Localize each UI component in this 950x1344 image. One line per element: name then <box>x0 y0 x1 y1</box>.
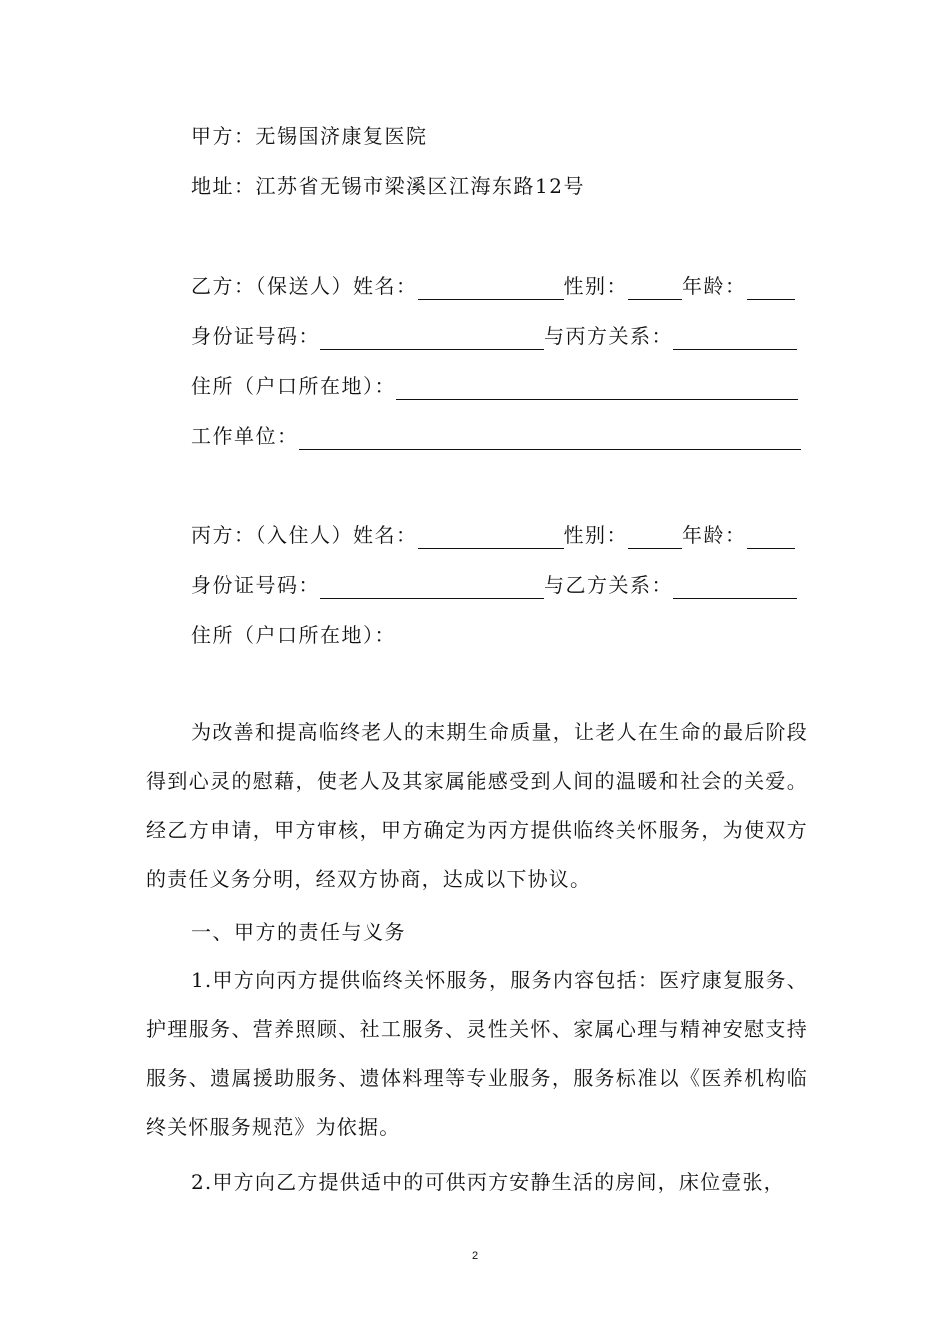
party-b-id-label: 身份证号码： <box>191 324 320 348</box>
party-c-row-1 <box>191 521 795 549</box>
intro-paragraph <box>146 708 808 904</box>
party-c-relation-field[interactable] <box>673 574 797 599</box>
party-b-gender-label: 性别： <box>563 274 628 298</box>
party-a-name: 甲方：无锡国济康复医院 <box>191 124 428 148</box>
party-a-address: 地址：江苏省无锡市梁溪区江海东路12号 <box>191 174 585 198</box>
party-b-work-field[interactable] <box>299 425 801 450</box>
party-b-row-3 <box>191 372 798 400</box>
party-b-row-2 <box>191 322 797 350</box>
party-c-age-field[interactable] <box>747 524 795 549</box>
party-b-relation-field[interactable] <box>673 325 797 350</box>
clause-1 <box>146 956 808 1152</box>
party-b-name-label: 乙方：（保送人）姓名： <box>191 274 418 298</box>
party-b-relation-label: 与丙方关系： <box>544 324 673 348</box>
party-c-age-label: 年龄： <box>682 523 747 547</box>
party-b-age-field[interactable] <box>747 275 795 300</box>
party-b-work-label: 工作单位： <box>191 424 299 448</box>
party-c-row-2 <box>191 571 797 599</box>
party-c-name-field[interactable] <box>418 524 564 549</box>
intro-text: 为改善和提高临终老人的末期生命质量，让老人在生命的最后阶段得到心灵的慰藉，使老人及其家属能感受到人间的温暖和社会的关爱。经乙方申请，甲方审核，甲方确定为丙方提供临终关怀服务，为使双方的责任义务分明，经双方协商，达成以下协议。 <box>146 720 808 891</box>
party-b-id-field[interactable] <box>320 325 544 350</box>
party-c-id-label: 身份证号码： <box>191 573 320 597</box>
party-b-name-field[interactable] <box>418 275 564 300</box>
party-b-gender-field[interactable] <box>628 275 682 300</box>
party-c-residence-label: 住所（户口所在地）： <box>191 623 396 647</box>
party-c-id-field[interactable] <box>320 574 544 599</box>
page-number: 2 <box>471 1250 479 1262</box>
party-c-row-3 <box>191 621 396 649</box>
party-c-relation-label: 与乙方关系： <box>544 573 673 597</box>
party-c-name-label: 丙方：（入住人）姓名： <box>191 523 418 547</box>
party-b-residence-field[interactable] <box>396 375 798 400</box>
party-b-row-4 <box>191 422 801 450</box>
clause-1-text: 1.甲方向丙方提供临终关怀服务，服务内容包括：医疗康复服务、护理服务、营养照顾、社工服务、灵性关怀、家属心理与精神安慰支持服务、遗属援助服务、遗体料理等专业服务，服务标准以《医养机构临终关怀服务规范》为依据。 <box>146 968 808 1139</box>
clause-2 <box>146 1158 808 1207</box>
party-c-gender-field[interactable] <box>628 524 682 549</box>
party-b-age-label: 年龄： <box>682 274 747 298</box>
party-b-residence-label: 住所（户口所在地）： <box>191 374 396 398</box>
clause-2-text: 2.甲方向乙方提供适中的可供丙方安静生活的房间，床位壹张， <box>191 1170 785 1194</box>
party-b-row-1 <box>191 272 795 300</box>
section-1-title: 一、甲方的责任与义务 <box>191 920 406 944</box>
party-c-gender-label: 性别： <box>563 523 628 547</box>
